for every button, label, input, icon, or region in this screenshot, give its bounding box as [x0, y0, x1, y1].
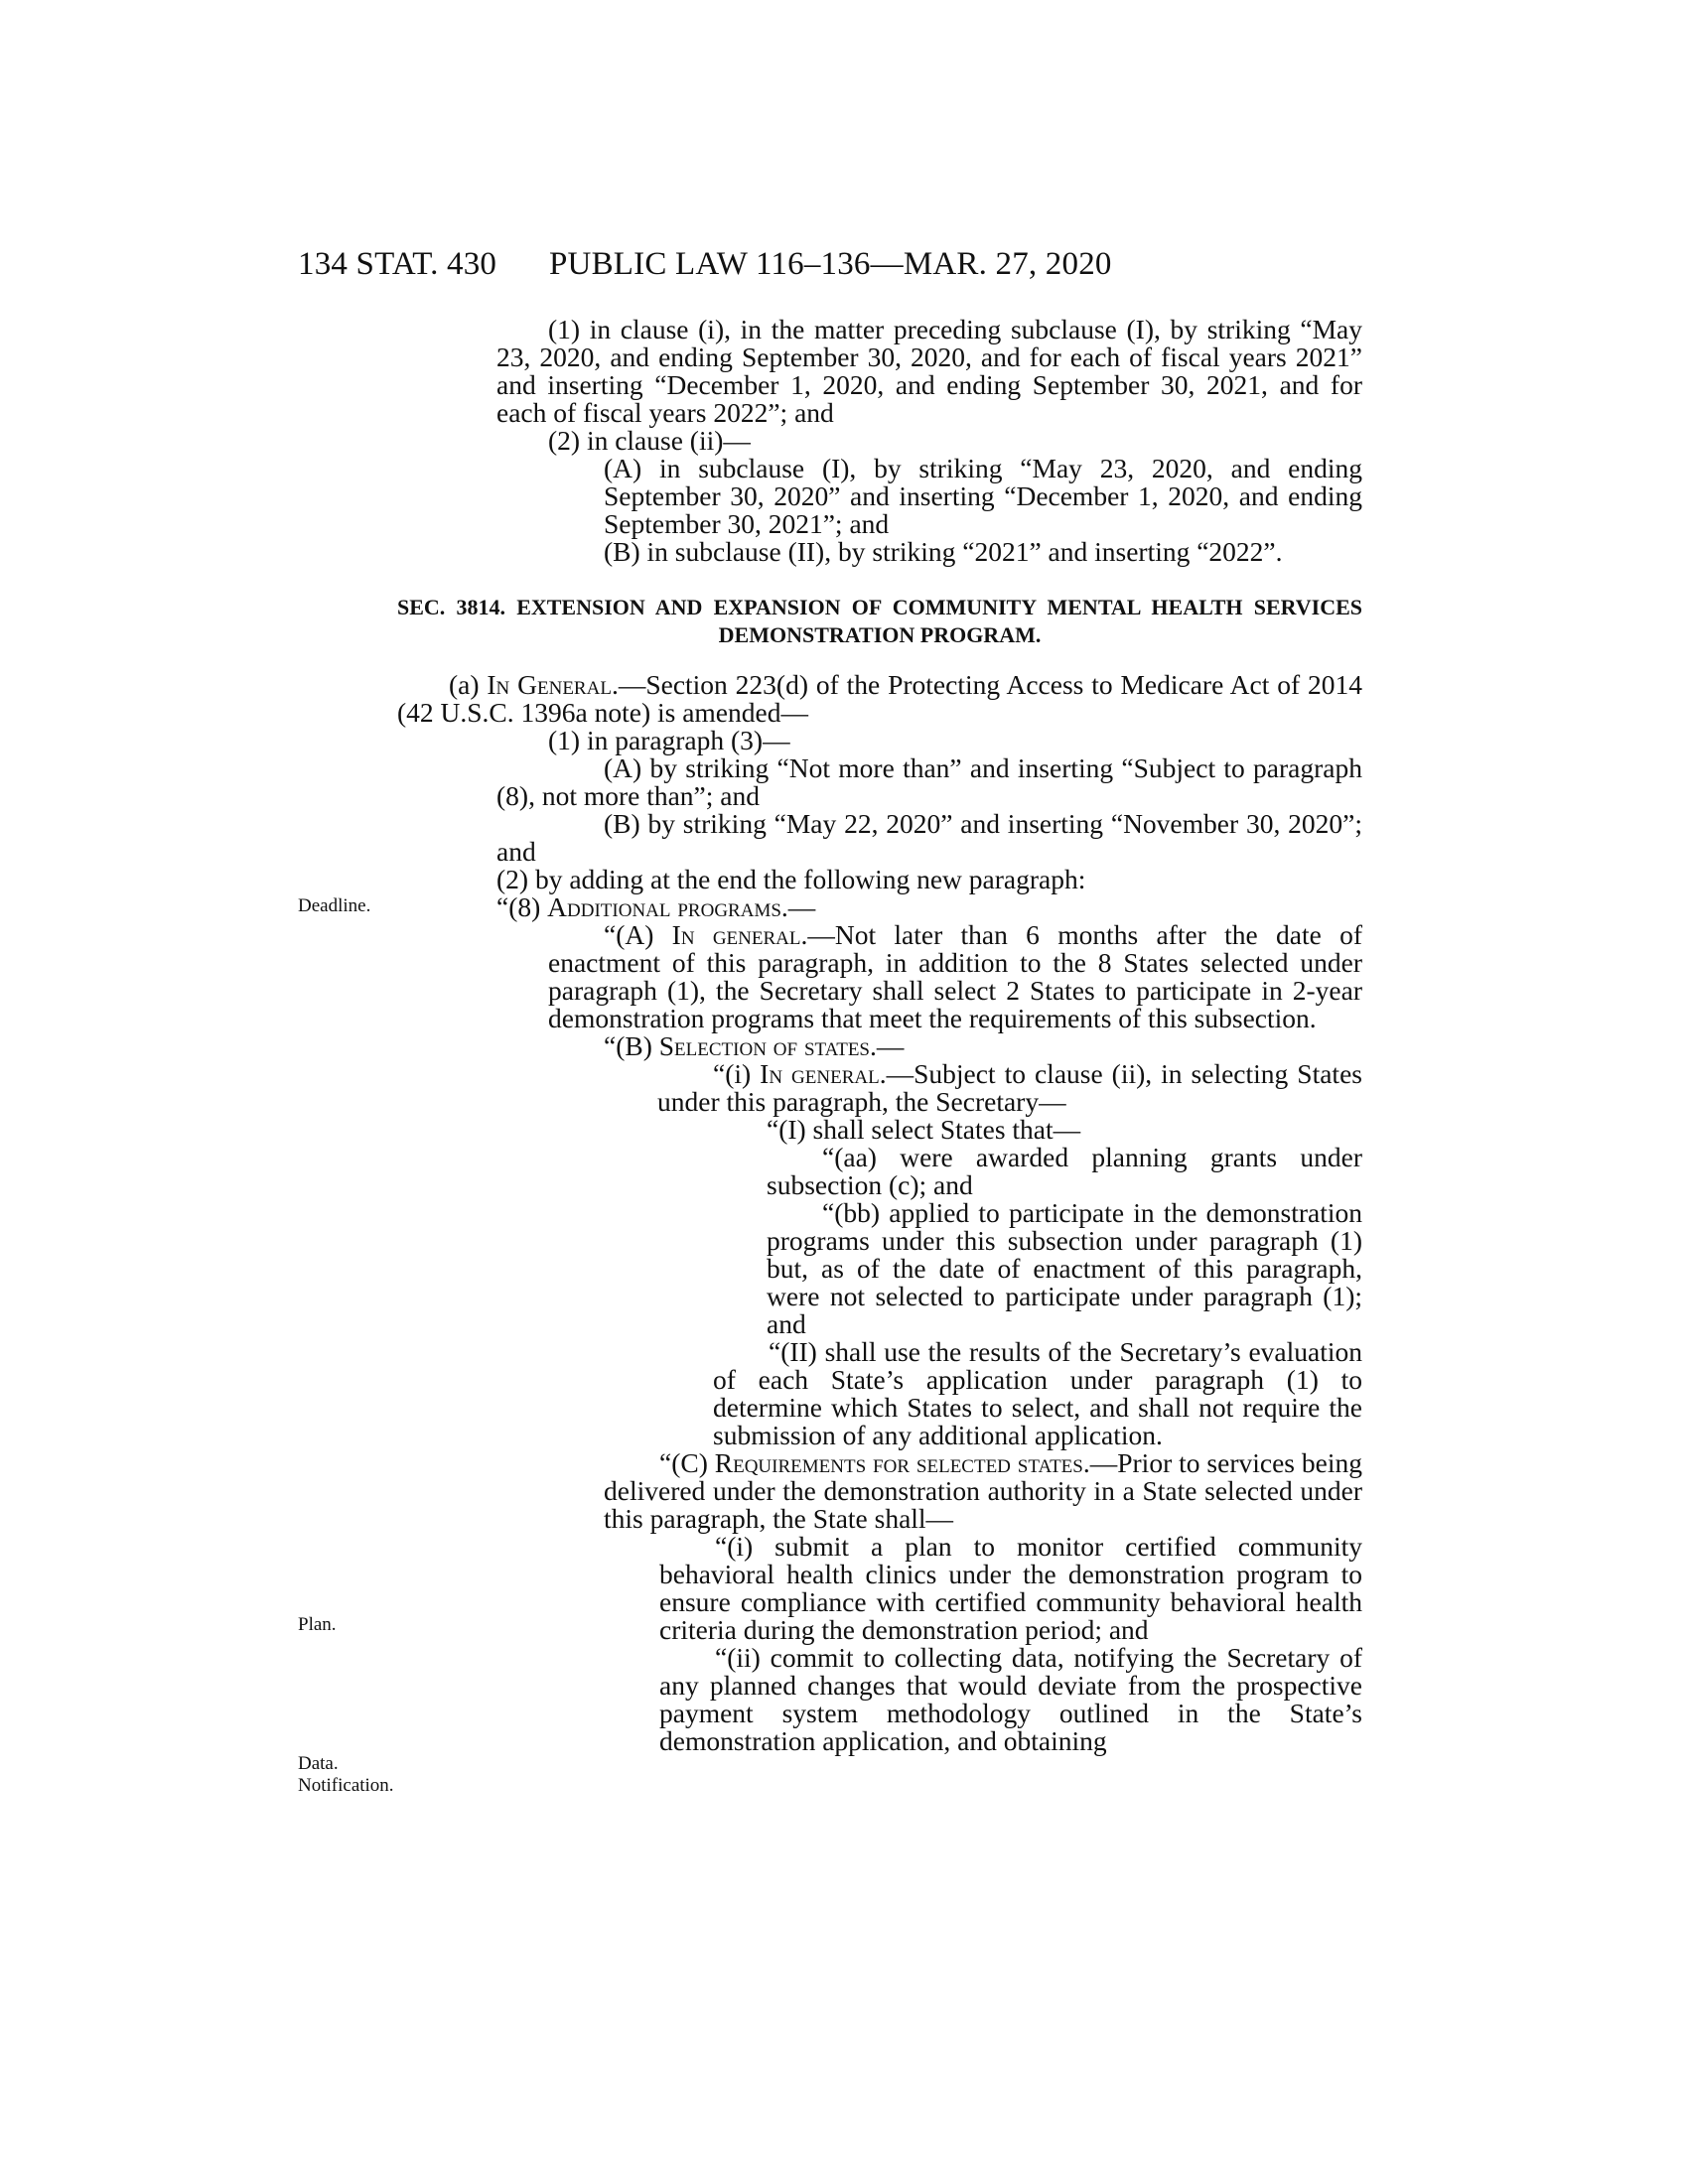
paragraph-10-lead: “(8) [496, 891, 548, 922]
paragraph-18 [496, 1449, 1362, 1533]
section-heading: SEC. 3814. EXTENSION AND EXPANSION OF COMMUNITY MENTAL HEALTH SERVICES DEMONSTRATION PROGRAM. [397, 595, 1362, 647]
paragraph-10-heading: Additional programs [547, 891, 781, 922]
paragraph-12-lead: “(B) [604, 1030, 659, 1061]
paragraph-3 [496, 455, 1362, 538]
paragraph-6: (1) in paragraph (3)— [548, 725, 790, 755]
paragraph-1: (1) in clause (i), in the matter preceding subclause (I), by striking “May 23, 2020, and ending September 30, 2020, and for each of fiscal years 2021” and inserting “December 1, 2020, and ending September 30, 2021, and for each of fiscal years 2022”; and [496, 314, 1362, 428]
paragraph-18-lead: “(C) [659, 1447, 715, 1478]
paragraph-2: (2) in clause (ii)— [548, 425, 751, 456]
page-header [0, 246, 1688, 290]
margin-note-data: Data. [298, 1753, 339, 1774]
paragraph-11-lead: “(A) [604, 919, 672, 950]
paragraph-17: “(II) shall use the results of the Secretary’s evaluation of each State’s application under paragraph (1) to determine which States to select, and shall not require the submission of any additional application. [713, 1336, 1362, 1450]
paragraph-5 [397, 671, 1362, 727]
main-text [397, 314, 1362, 1756]
paragraph-18-text: .—Prior to services being delivered under the demonstration authority in a State selected under this paragraph, the State shall— [604, 1447, 1362, 1534]
paragraph-13-lead: “(i) [713, 1058, 761, 1089]
paragraph-5-heading: In General [487, 669, 612, 700]
margin-note-notification: Notification. [298, 1775, 394, 1796]
paragraph-14: “(I) shall select States that— [767, 1114, 1081, 1145]
paragraph-11-heading: In general [671, 919, 801, 950]
margin-note-deadline: Deadline. [298, 895, 371, 916]
margin-note-plan: Plan. [298, 1614, 337, 1635]
paragraph-13-heading: In general [760, 1058, 880, 1089]
paragraph-12 [496, 1032, 1362, 1060]
paragraph-11 [441, 921, 1362, 1032]
paragraph-10 [496, 893, 1362, 921]
paragraph-12-heading: Selection of states [658, 1030, 870, 1061]
paragraph-18-heading: Requirements for selected states [714, 1447, 1083, 1478]
paragraph-4: (B) in subclause (II), by striking “2021” and inserting “2022”. [604, 536, 1283, 567]
paragraph-19: “(i) submit a plan to monitor certified community behavioral health clinics under the demonstration program to ensure compliance with certified community behavioral health criteria during the demonstration period; and [659, 1531, 1362, 1645]
paragraph-13 [496, 1060, 1362, 1116]
statute-reference: 134 STAT. 430 [298, 246, 497, 282]
paragraph-3-text: (A) in subclause (I), by striking “May 23, 2020, and ending September 30, 2020” and inserting “December 1, 2020, and ending September 30, 2021”; and [604, 453, 1362, 539]
paragraph-9: (2) by adding at the end the following new paragraph: [496, 864, 1086, 894]
paragraph-12-text: .— [870, 1030, 905, 1061]
paragraph-11-text: .—Not later than 6 months after the date of enactment of this paragraph, in addition to the 8 States selected under paragraph (1), the Secretary shall select 2 States to participate in 2-year demonstration programs that meet the requirements of this subsection. [548, 919, 1362, 1033]
law-title: PUBLIC LAW 116–136—MAR. 27, 2020 [549, 246, 1112, 282]
paragraph-10-text: .— [780, 891, 816, 922]
paragraph-16: “(bb) applied to participate in the demonstration programs under this subsection under paragraph (1) but, as of the date of enactment of this paragraph, were not selected to participate under paragraph (1); and [767, 1197, 1362, 1339]
paragraph-5-lead: (a) [449, 669, 488, 700]
paragraph-20: “(ii) commit to collecting data, notifying the Secretary of any planned changes that would deviate from the prospective payment system methodology outlined in the State’s demonstration application, and obtaining [659, 1642, 1362, 1756]
paragraph-5-text: .—Section 223(d) of the Protecting Access to Medicare Act of 2014 (42 U.S.C. 1396a note) is amended— [397, 669, 1362, 728]
paragraph-8: (B) by striking “May 22, 2020” and inserting “November 30, 2020”; and [496, 808, 1362, 867]
paragraph-13-text: .—Subject to clause (ii), in selecting States under this paragraph, the Secretary— [657, 1058, 1362, 1117]
paragraph-15: “(aa) were awarded planning grants under subsection (c); and [767, 1142, 1362, 1200]
paragraph-7: (A) by striking “Not more than” and inserting “Subject to paragraph (8), not more than”; and [496, 752, 1362, 811]
